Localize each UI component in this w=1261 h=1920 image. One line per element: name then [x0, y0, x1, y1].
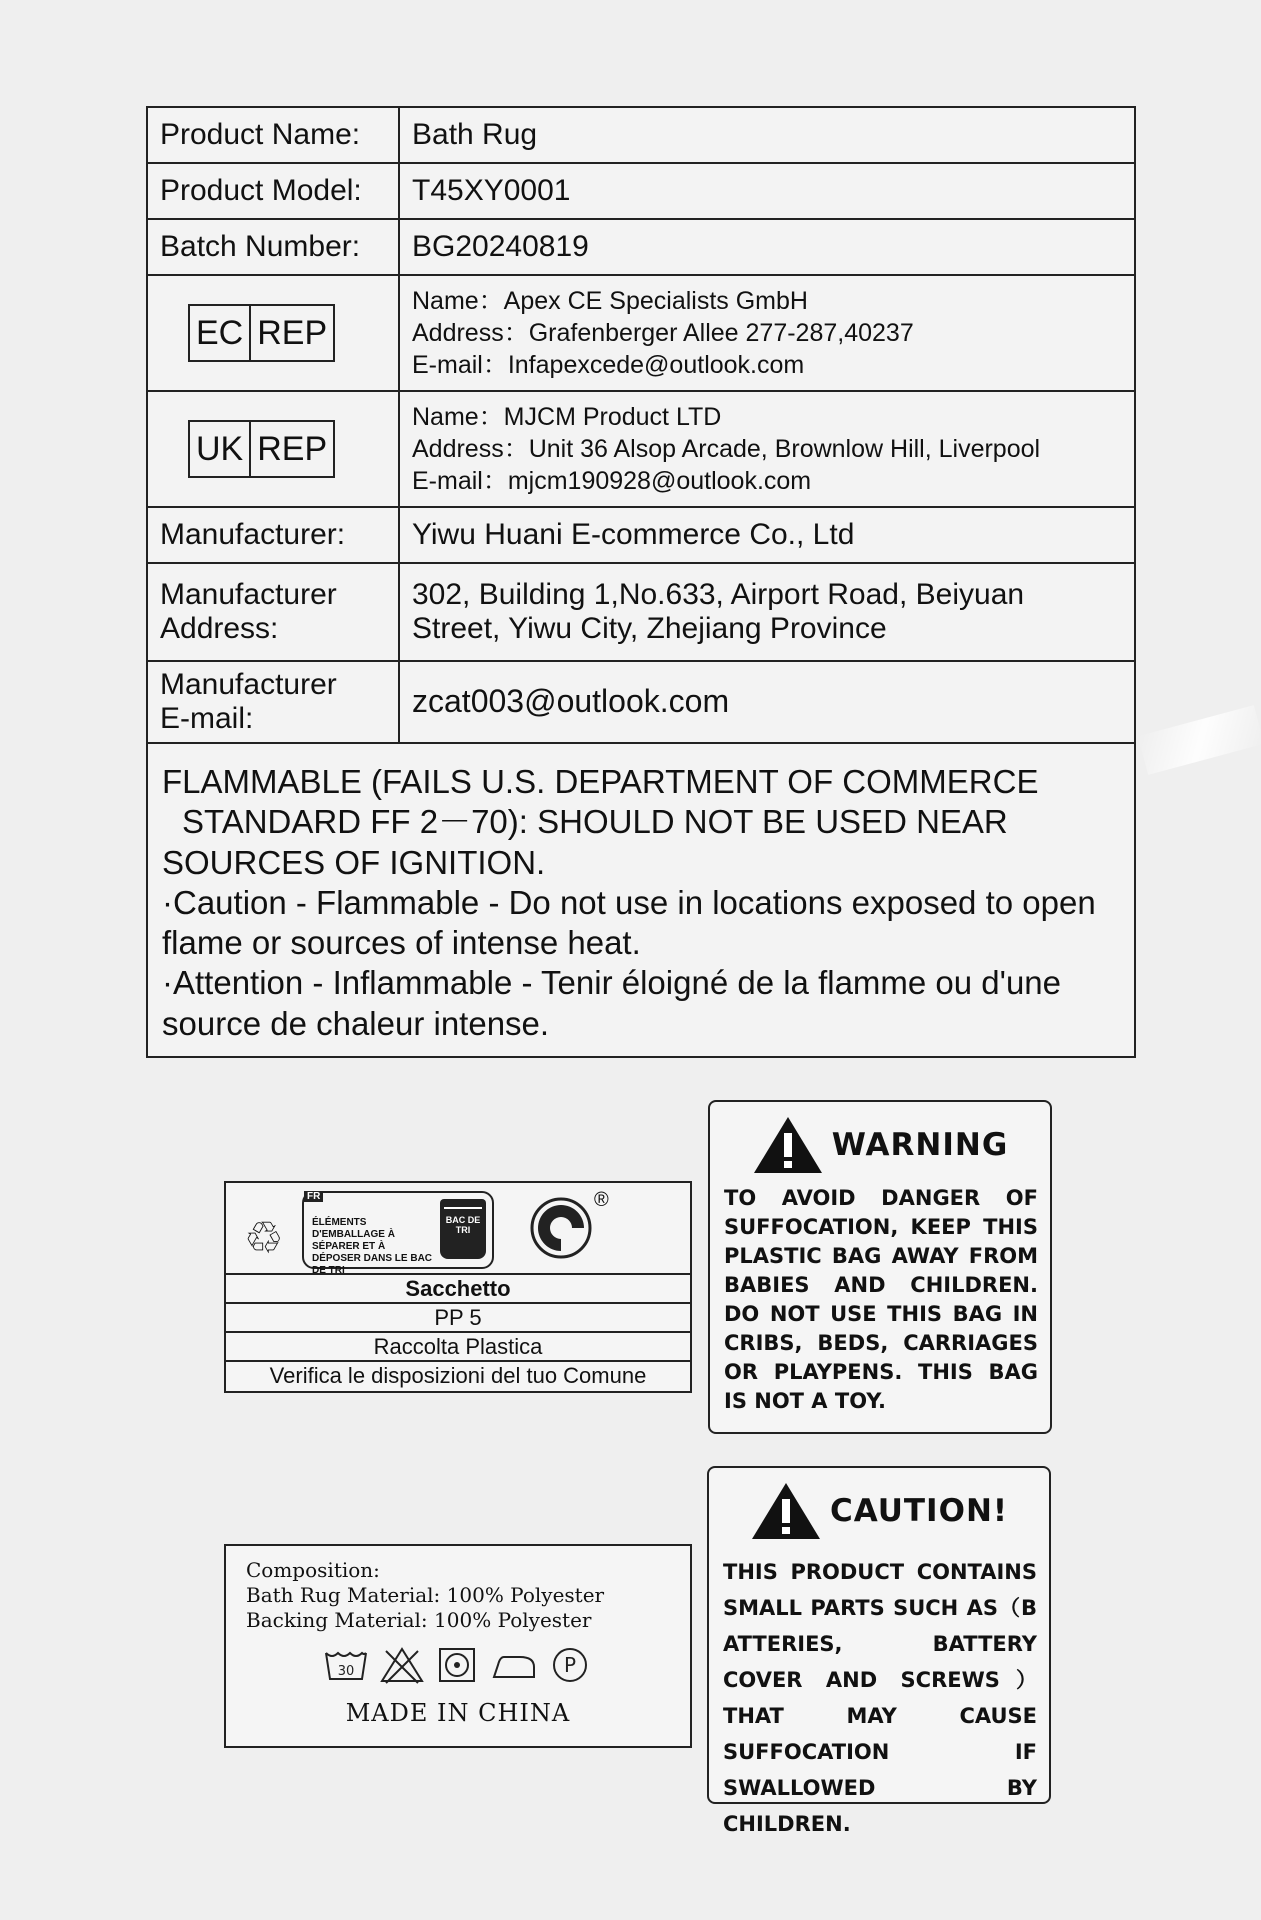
row-ec-rep	[147, 275, 1135, 391]
dry-clean-letter: P	[563, 1653, 577, 1677]
mfr-address-label-1: Manufacturer	[160, 578, 337, 612]
uk-rep-badge	[188, 420, 335, 478]
flammable-line-2: STANDARD FF 2－70): SHOULD NOT BE USED NEAR	[182, 803, 1008, 841]
ec-rep-badge-right: REP	[249, 306, 333, 360]
recycling-line-3: Raccolta Plastica	[226, 1331, 690, 1360]
row-product-model	[147, 163, 1135, 219]
ec-rep-badge-left: EC	[196, 313, 244, 352]
row-product-name	[147, 107, 1135, 163]
warning-text: TO AVOID DANGER OF SUFFOCATION, KEEP THIS PLASTIC BAG AWAY FROM BABIES AND CHILDREN. DO NOT USE THIS BAG IN CRIBS, BEDS, CARRIAGES OR PLAYPENS. THIS BAG IS NOT A TOY.	[724, 1186, 1038, 1413]
product-model-value: T45XY0001	[399, 163, 1135, 219]
no-bleach-icon	[378, 1645, 426, 1685]
uk-rep-badge-left: UK	[196, 429, 244, 468]
row-manufacturer-address	[147, 563, 1135, 661]
caution-title: CAUTION!	[829, 1493, 1009, 1529]
product-info-table	[146, 106, 1136, 1058]
composition-heading: Composition:	[246, 1558, 380, 1582]
uk-rep-badge-right: REP	[249, 422, 333, 476]
green-dot-icon	[530, 1197, 592, 1259]
dry-clean-p-icon	[546, 1645, 594, 1685]
recycling-icons	[226, 1183, 690, 1276]
caution-box	[707, 1466, 1051, 1836]
iron-icon	[490, 1645, 538, 1685]
flammable-line-1: FLAMMABLE (FAILS U.S. DEPARTMENT OF COMMERCE	[162, 763, 1039, 800]
mfr-email-label-2: E-mail:	[160, 702, 254, 735]
row-batch-number	[147, 219, 1135, 275]
flammable-caution: ·Caution - Flammable - Do not use in locations exposed to open flame or sources of intense heat.	[162, 883, 1096, 961]
made-in-china: MADE IN CHINA	[345, 1699, 571, 1727]
flammable-attention: ·Attention - Inflammable - Tenir éloigné de la flamme ou d'une source de chaleur intense.	[162, 964, 1062, 1042]
registered-mark: ®	[594, 1189, 609, 1211]
sorting-bin-icon	[440, 1199, 486, 1259]
row-uk-rep	[147, 391, 1135, 507]
wash-temp: 30	[337, 1664, 355, 1679]
uk-rep-email: E-mail：mjcm190928@outlook.com	[412, 467, 812, 495]
ec-rep-address: Address：Grafenberger Allee 277-287,40237	[412, 319, 914, 347]
manufacturer-label: Manufacturer:	[147, 507, 399, 563]
recycling-line-1: Sacchetto	[226, 1273, 690, 1302]
recycling-line-4: Verifica le disposizioni del tuo Comune	[226, 1360, 690, 1389]
composition-line-1: Bath Rug Material: 100% Polyester	[246, 1583, 605, 1607]
mfr-email-value: zcat003@outlook.com	[399, 661, 1135, 743]
warning-triangle-icon	[752, 1115, 824, 1175]
mfr-address-line-2: Street, Yiwu City, Zhejiang Province	[412, 612, 887, 645]
composition-label	[224, 1544, 692, 1748]
row-flammable-warning	[147, 743, 1135, 1057]
wash-30-icon	[322, 1645, 370, 1685]
uk-rep-name: Name：MJCM Product LTD	[412, 403, 722, 431]
product-name-value: Bath Rug	[399, 107, 1135, 163]
product-name-label: Product Name:	[147, 107, 399, 163]
warning-title: WARNING	[831, 1127, 1009, 1163]
mfr-email-label-1: Manufacturer	[160, 668, 337, 702]
caution-text: THIS PRODUCT CONTAINS SMALL PARTS SUCH AS（B ATTERIES, BATTERY COVER AND SCREWS）THAT MAY CAUSE SUFFOCATION IF SWALLOWED BY CHILDREN.	[723, 1560, 1037, 1836]
triman-icon: ♲	[244, 1214, 284, 1263]
info-tri-text: ÉLÉMENTS D'EMBALLAGE À SÉPARER ET À DÉPOSER DANS LE BAC DE TRI	[312, 1217, 433, 1276]
product-model-label: Product Model:	[147, 163, 399, 219]
tumble-dry-icon	[434, 1645, 482, 1685]
ec-rep-name: Name：Apex CE Specialists GmbH	[412, 287, 808, 315]
composition-line-2: Backing Material: 100% Polyester	[246, 1608, 592, 1632]
caution-triangle-icon	[750, 1481, 822, 1541]
care-symbols	[226, 1645, 690, 1685]
ec-rep-badge	[188, 304, 335, 362]
row-manufacturer	[147, 507, 1135, 563]
fr-tag: FR	[304, 1191, 323, 1202]
batch-number-label: Batch Number:	[147, 219, 399, 275]
bin-text: BAC DE TRI	[445, 1215, 481, 1235]
batch-number-value: BG20240819	[399, 219, 1135, 275]
flammable-line-3: SOURCES OF IGNITION.	[162, 843, 546, 881]
manufacturer-value: Yiwu Huani E-commerce Co., Ltd	[399, 507, 1135, 563]
info-tri-badge	[302, 1191, 494, 1276]
plastic-sheen	[1138, 705, 1261, 775]
row-manufacturer-email	[147, 661, 1135, 743]
recycling-line-2: PP 5	[226, 1302, 690, 1331]
uk-rep-address: Address：Unit 36 Alsop Arcade, Brownlow Hill, Liverpool	[412, 435, 1041, 463]
ec-rep-email: E-mail：Infapexcede@outlook.com	[412, 351, 805, 379]
warning-box	[708, 1100, 1052, 1434]
mfr-address-line-1: 302, Building 1,No.633, Airport Road, Beiyuan	[412, 578, 1025, 612]
mfr-address-label-2: Address:	[160, 612, 279, 645]
recycling-label	[224, 1181, 692, 1393]
